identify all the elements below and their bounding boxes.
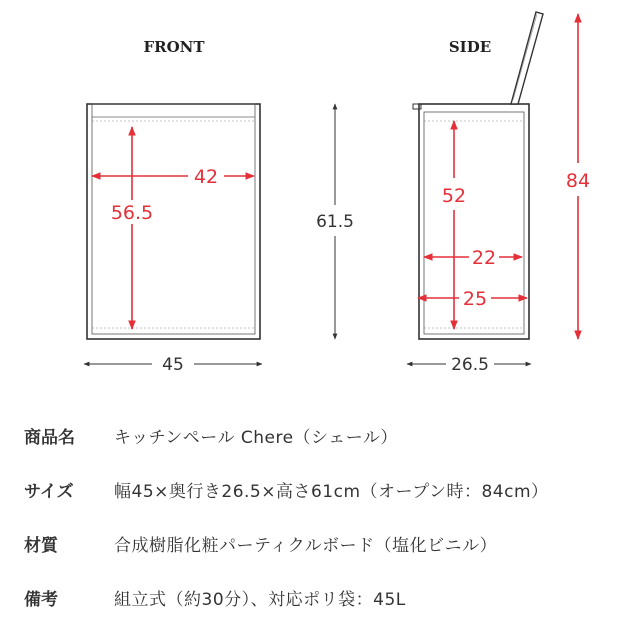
spec-value: キッチンペール Chere（シェール）	[114, 427, 398, 448]
spec-row-notes	[24, 570, 634, 624]
front-height-label: 61.5	[316, 212, 354, 232]
spec-label: 備考	[24, 589, 58, 610]
spec-row-size	[24, 462, 634, 516]
side-depth-label: 26.5	[451, 355, 489, 375]
spec-row-material	[24, 516, 634, 570]
spec-value: 組立式（約30分）、対応ポリ袋：45L	[114, 589, 406, 610]
spec-value: 合成樹脂化粧パーティクルボード（塩化ビニル）	[114, 535, 498, 556]
spec-label: 材質	[24, 535, 58, 556]
front-width-label: 45	[162, 355, 184, 375]
front-title: FRONT	[143, 38, 205, 56]
side-open-height-label: 84	[565, 170, 591, 192]
spec-label: サイズ	[24, 481, 74, 502]
front-inner-width-label: 42	[193, 166, 219, 188]
spec-value: 幅45×奥行き26.5×高さ61cm（オープン時：84cm）	[114, 481, 549, 502]
side-depth-25-label: 25	[462, 288, 488, 310]
spec-label: 商品名	[24, 427, 75, 448]
front-inner-height-label: 56.5	[110, 202, 154, 224]
side-title: SIDE	[448, 38, 492, 56]
side-depth-22-label: 22	[471, 247, 497, 269]
spec-table	[24, 408, 634, 624]
side-inner-height-label: 52	[441, 185, 467, 207]
spec-row-product-name	[24, 408, 634, 462]
